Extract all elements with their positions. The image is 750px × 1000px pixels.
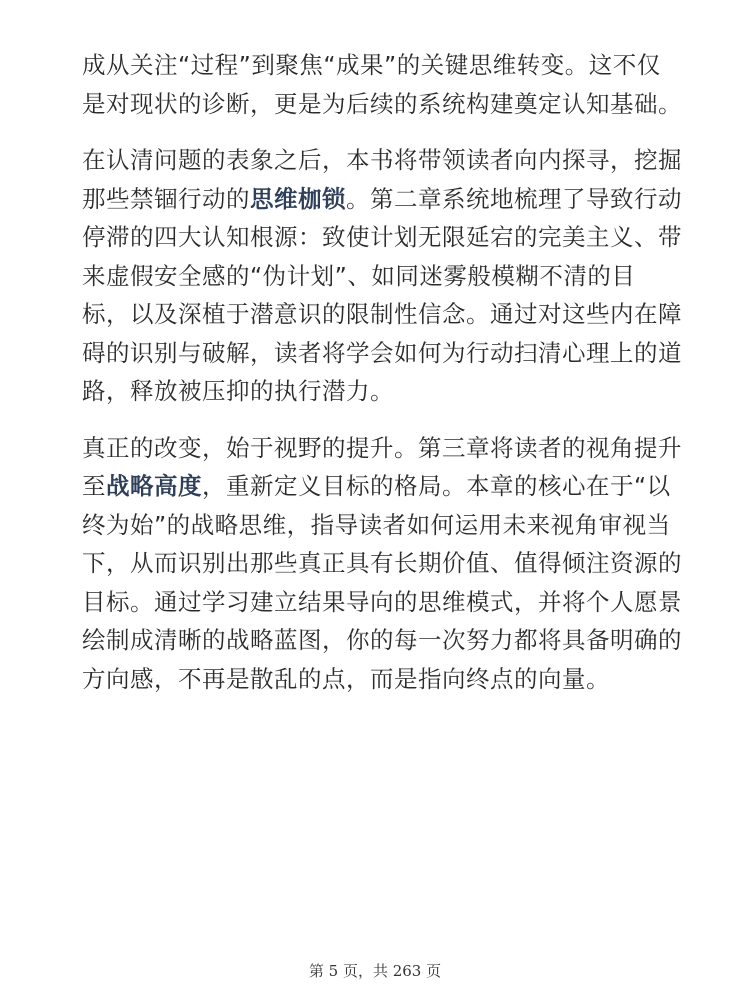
emphasis-term: 思维枷锁 — [250, 184, 346, 213]
paragraph-text: 。第二章系统地梳理了导致行动停滞的四大认知根源：致使计划无限延宕的完美主义、带来虚假安全感的“伪计划”、如同迷雾般模糊不清的目标，以及深植于潜意识的限制性信念。通过对这些内在障碍的识别与破解，读者将学会如何为行动扫清心理上的道路，释放被压抑的执行潜力。 — [82, 184, 682, 405]
paragraph-text: 成从关注“过程”到聚焦“成果”的关键思维转变。这不仅是对现状的诊断，更是为后续的系统构建奠定认知基础。 — [82, 51, 682, 118]
document-body — [82, 46, 682, 716]
paragraph-text: 在认清问题的表象之后，本书将带领读者向内探寻，挖掘那些禁锢行动的 — [82, 146, 682, 213]
paragraph-2 — [82, 141, 682, 411]
page-number-footer: 第 5 页，共 263 页 — [308, 962, 442, 980]
paragraph-text: ，重新定义目标的格局。本章的核心在于“以终为始”的战略思维，指导读者如何运用未来视角审视当下，从而识别出那些真正具有长期价值、值得倾注资源的目标。通过学习建立结果导向的思维模式，并将个人愿景绘制成清晰的战略蓝图，你的每一次努力都将具备明确的方向感，不再是散乱的点，而是指向终点的向量。 — [82, 472, 682, 693]
paragraph-1 — [82, 46, 682, 123]
emphasis-term: 战略高度 — [106, 472, 202, 500]
paragraph-3 — [82, 429, 682, 699]
paragraph-text: 真正的改变，始于视野的提升。第三章将读者的视角提升至 — [82, 433, 682, 500]
